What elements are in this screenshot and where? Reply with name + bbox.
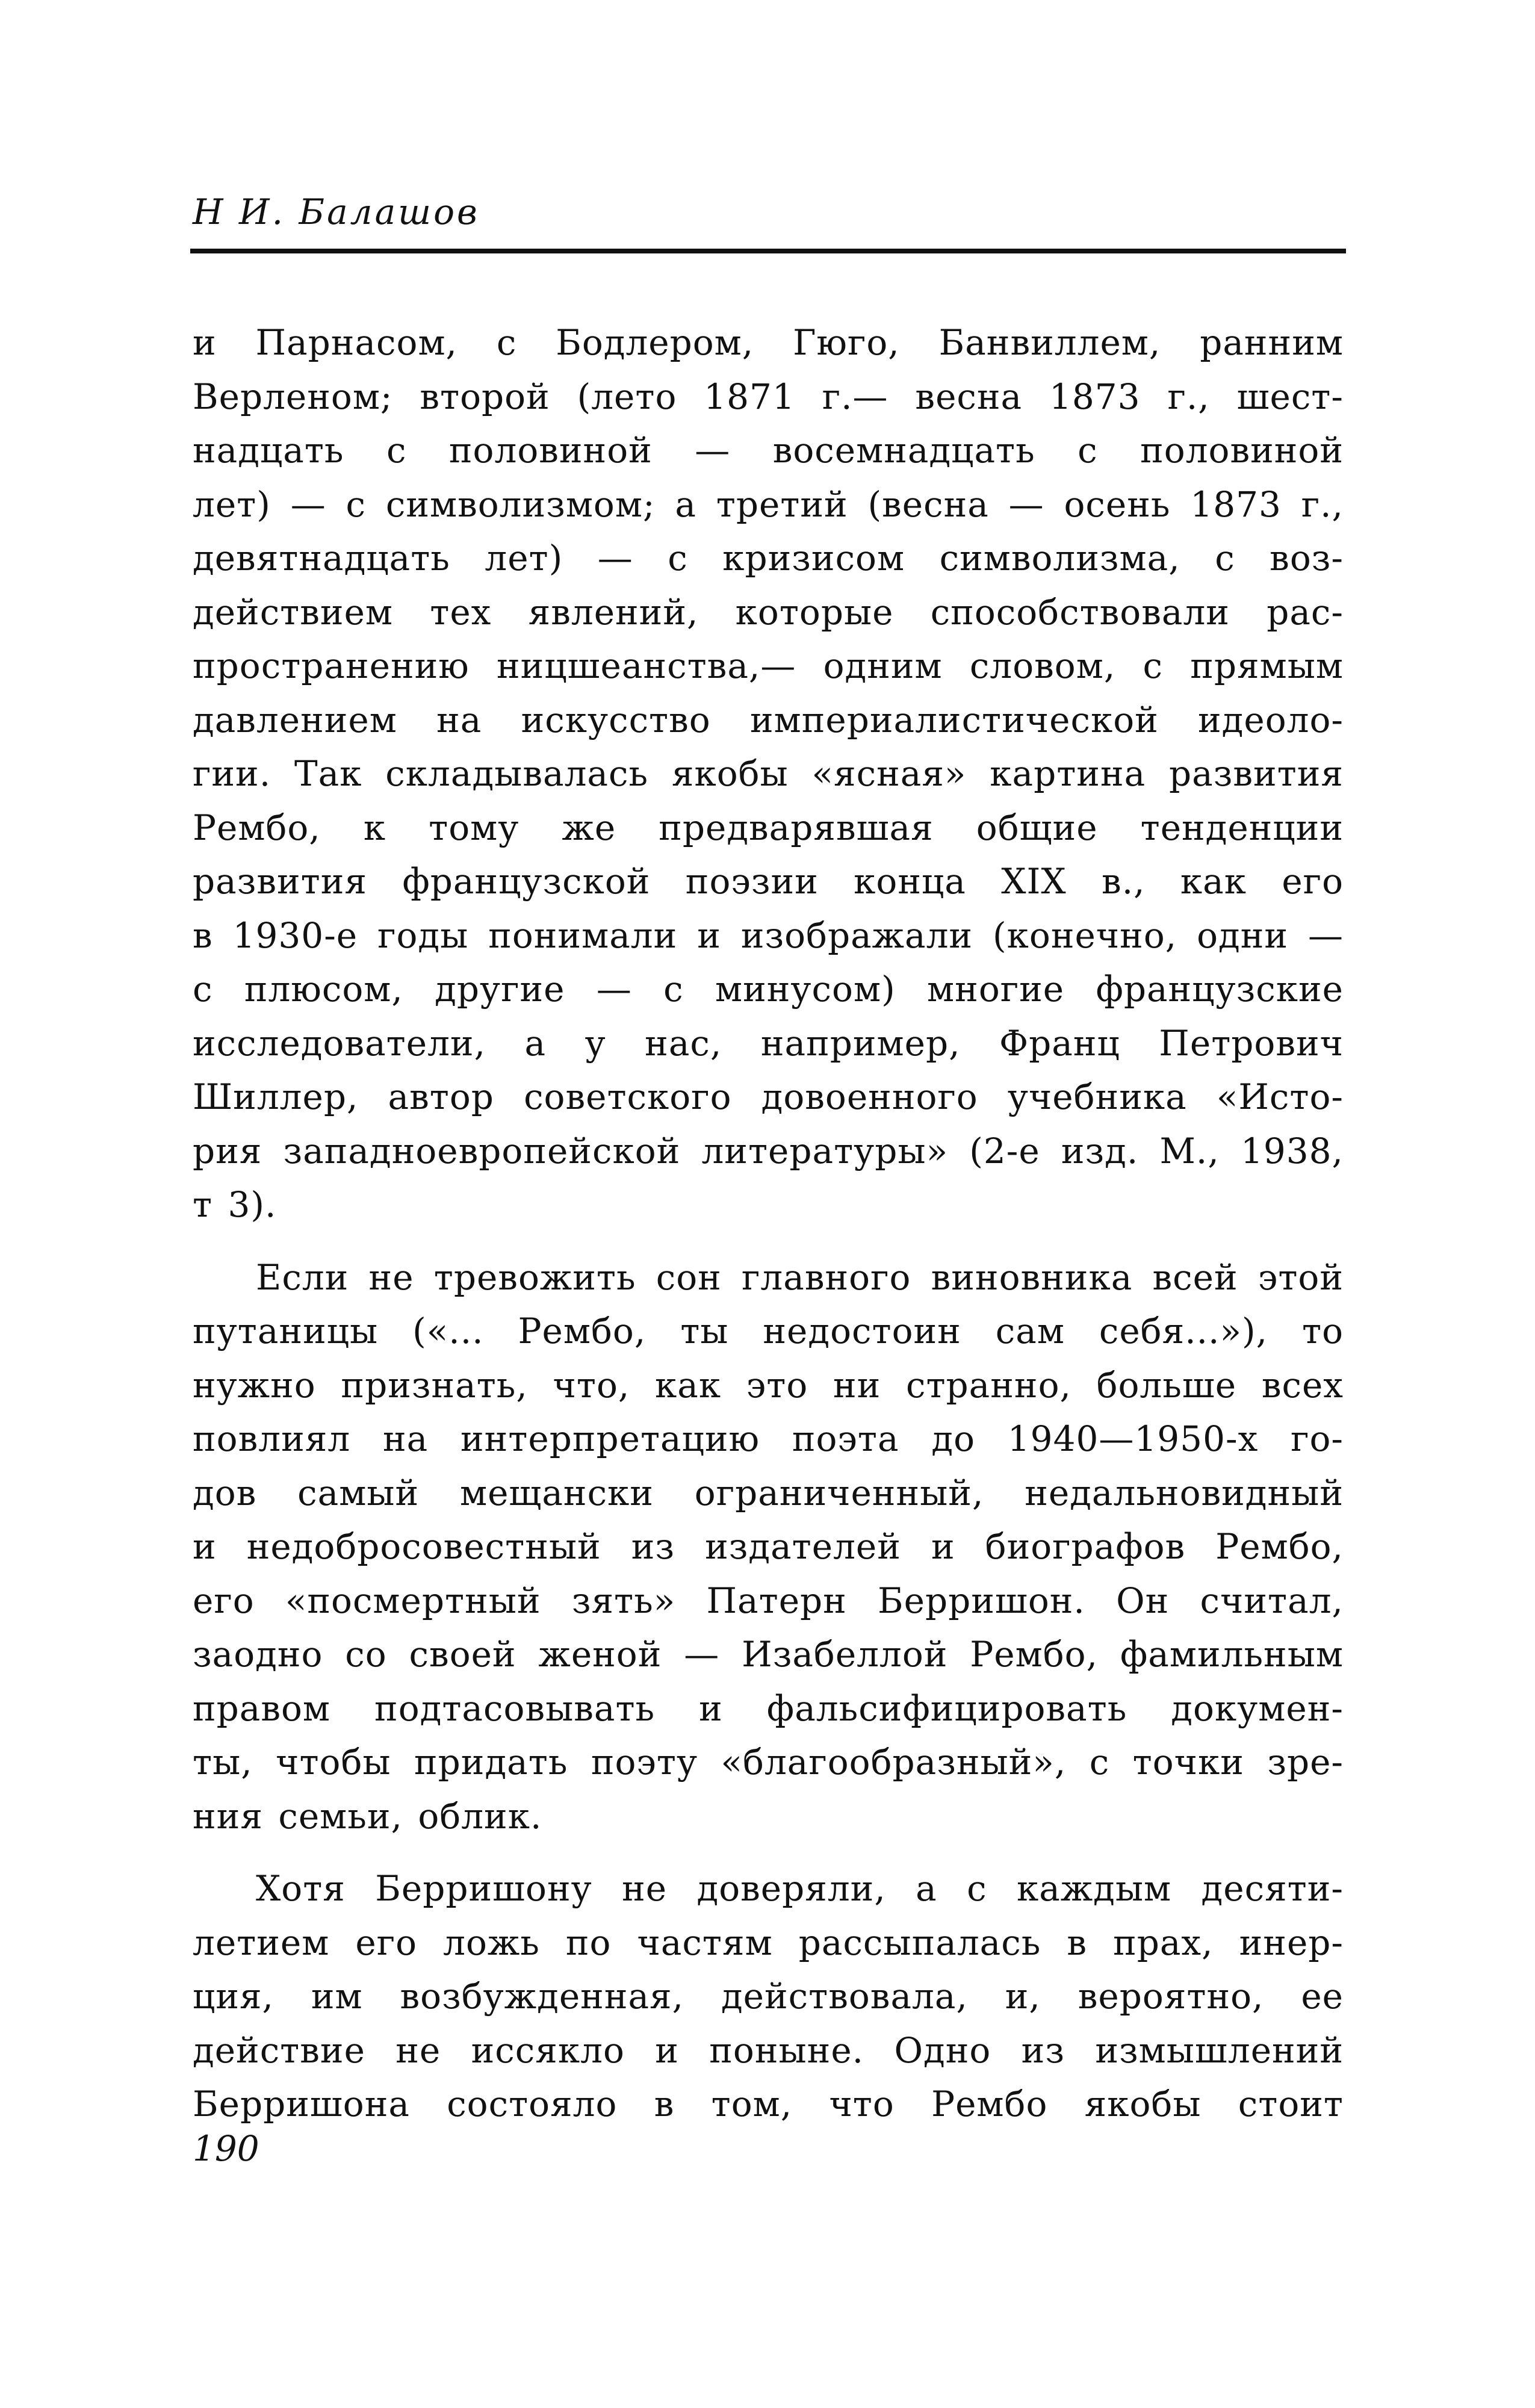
text-line: его «посмертный зять» Патерн Берришон. Он считал, [193, 1580, 1344, 1621]
text-line: дов самый мещански ограниченный, недальновидный [193, 1472, 1344, 1513]
text-line: с плюсом, другие — с минусом) многие французские [193, 969, 1344, 1010]
running-head: Н И. Балашов [193, 191, 480, 232]
text-line: лет) — с символизмом; а третий (весна — осень 1873 г., [193, 483, 1344, 525]
text-line: ты, чтобы придать поэту «благообразный», с точки зре- [193, 1742, 1344, 1783]
paragraph-2 [193, 1251, 1344, 1844]
header-rule [190, 249, 1346, 253]
text-line: Если не тревожить сон главного виновника всей этой [256, 1256, 1344, 1298]
paragraph-1 [193, 316, 1344, 1232]
text-line: Шиллер, автор советского довоенного учебника «Исто- [193, 1076, 1344, 1117]
text-line: давлением на искусство империалистической идеоло- [193, 699, 1344, 740]
text-line: и Парнасом, с Бодлером, Гюго, Банвиллем, ранним [193, 322, 1344, 363]
text-line: гии. Так складывалась якобы «ясная» картина развития [193, 753, 1344, 794]
text-line: Рембо, к тому же предварявшая общие тенденции [193, 807, 1344, 848]
text-line: Берришона состояло в том, что Рембо якобы стоит [193, 2084, 1344, 2124]
text-line: летием его ложь по частям рассыпалась в прах, инер- [193, 1922, 1344, 1963]
text-line: правом подтасовывать и фальсифицировать докумен- [193, 1687, 1344, 1729]
text-line: ния семьи, облик. [193, 1795, 542, 1837]
text-line: путаницы («... Рембо, ты недостоин сам себя...»), то [193, 1311, 1344, 1351]
text-line: действие не иссякло и поныне. Одно из измышлений [193, 2029, 1344, 2071]
text-line: т 3). [193, 1184, 277, 1225]
page-number: 190 [193, 2128, 259, 2169]
text-line: Верленом; второй (лето 1871 г.— весна 1873 г., шест- [193, 376, 1344, 417]
text-line: и недобросовестный из издателей и биографов Рембо, [193, 1526, 1344, 1567]
text-line: пространению ницшеанства,— одним словом, с прямым [193, 645, 1344, 686]
text-line: заодно со своей женой — Изабеллой Рембо, фамильным [193, 1634, 1344, 1675]
text-line: надцать с половиной — восемнадцать с половиной [193, 430, 1344, 471]
text-line: Хотя Берришону не доверяли, а с каждым десяти- [256, 1868, 1344, 1909]
text-line: повлиял на интерпретацию поэта до 1940—1950-х го- [193, 1418, 1344, 1459]
paragraph-3 [193, 1862, 1344, 2132]
text-line: нужно признать, что, как это ни странно, больше всех [193, 1364, 1344, 1406]
text-line: развития французской поэзии конца XIX в., как его [193, 861, 1344, 902]
text-line: в 1930-е годы понимали и изображали (конечно, одни — [193, 914, 1344, 956]
text-line: исследователи, а у нас, например, Франц Петрович [193, 1022, 1344, 1064]
text-line: ция, им возбужденная, действовала, и, вероятно, ее [193, 1976, 1344, 2017]
text-line: рия западноевропейской литературы» (2-е изд. М., 1938, [193, 1130, 1344, 1171]
text-line: действием тех явлений, которые способствовали рас- [193, 591, 1344, 633]
text-line: девятнадцать лет) — с кризисом символизма, с воз- [193, 538, 1344, 579]
body-text [193, 316, 1344, 2150]
